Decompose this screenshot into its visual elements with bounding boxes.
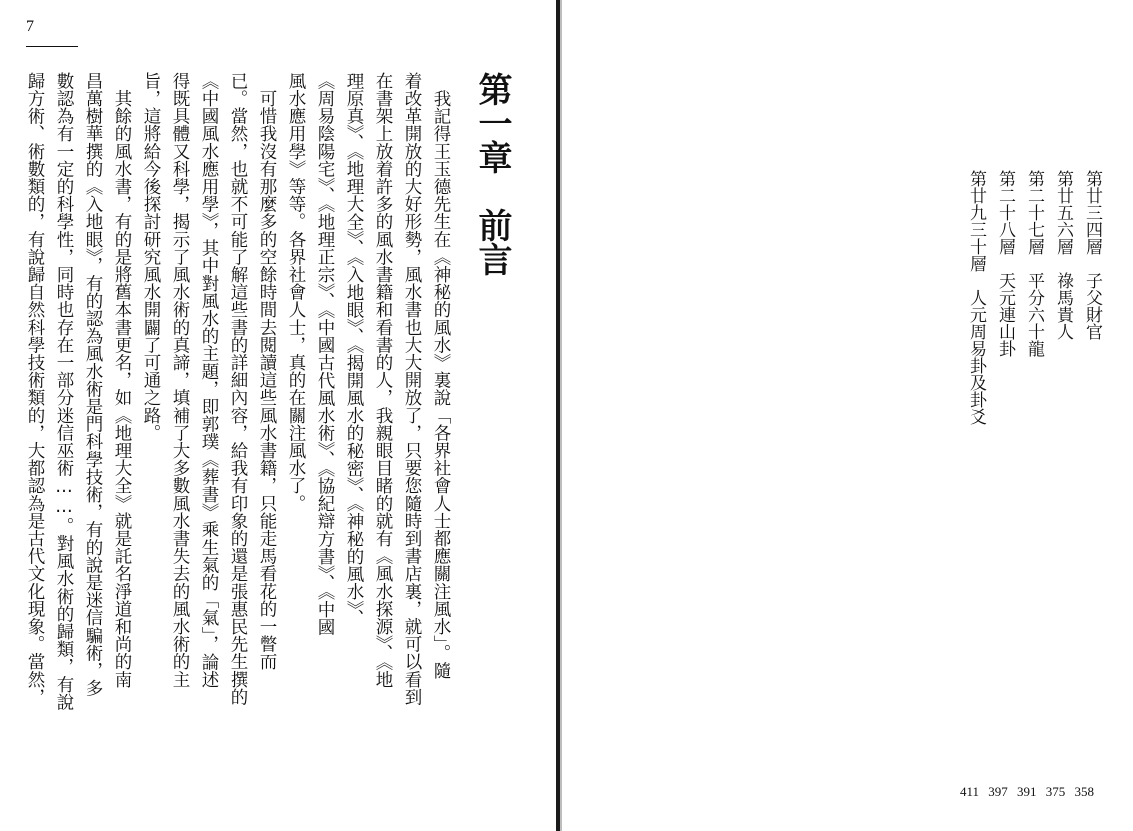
body-line: 旨，這將給今後探討研究風水開闢了可通之路。 — [141, 72, 161, 442]
toc-page-ref: 358 — [1074, 784, 1095, 799]
body-line: 在書架上放着許多的風水書籍和看書的人，我親眼目睹的就有《風水探源》、《地 — [373, 72, 393, 689]
page-number: 7 — [26, 18, 34, 35]
body-line: 《中國風水應用學》，其中對風水的主題，即郭璞《葬書》乘生氣的「氣」，論述 — [199, 72, 219, 689]
toc-page-ref: 375 — [1045, 784, 1066, 799]
toc-line: 第二十七層 平分六十龍 — [1024, 170, 1044, 357]
body-line: 理原真》、《地理大全》、《入地眼》、《揭開風水的秘密》、《神秘的風水》、 — [344, 72, 364, 627]
body-line: 風水應用學》等等。各界社會人士，真的在關注風水了。 — [286, 72, 306, 512]
body-line: 得既具體又科學，揭示了風水術的真諦，填補了大多數風水書失去的風水術的主 — [170, 72, 190, 688]
body-line: 我記得王玉德先生在《神秘的風水》裏說「各界社會人士都應關注風水」。隨 — [431, 72, 451, 680]
page-number-rule — [26, 46, 78, 47]
body-line: 昌萬樹華撰的《入地眼》，有的認為風水術是門科學技術，有的說是迷信騙術，多 — [83, 72, 103, 697]
body-line: 歸方術、術數類的，有說歸自然科學技術類的，大都認為是古代文化現象。當然， — [25, 72, 45, 706]
toc-line: 第二十八層 天元連山卦 — [995, 170, 1015, 357]
toc-page-ref: 411 — [960, 784, 980, 799]
body-line: 其餘的風水書，有的是將舊本書更名，如《地理大全》就是託名淨道和尚的南 — [112, 72, 132, 688]
body-line: 着改革開放的大好形勢，風水書也大大開放了，只要您隨時到書店裏，就可以看到 — [402, 72, 422, 706]
body-line: 數認為有一定的科學性，同時也存在一部分迷信巫術……。對風水術的歸類，有說 — [54, 72, 74, 711]
toc-page-ref: 391 — [1017, 784, 1037, 799]
right-page — [562, 0, 1133, 831]
toc-line: 第廿三四層 子父財官 — [1082, 170, 1102, 340]
left-page — [0, 0, 560, 831]
toc-page-references — [960, 784, 1094, 800]
toc-line: 第廿九三十層 人元周易卦及卦爻 — [966, 170, 986, 425]
toc-line: 第廿五六層 祿馬貴人 — [1053, 170, 1073, 340]
body-line: 可惜我沒有那麼多的空餘時間去閱讀這些風水書籍，只能走馬看花的一瞥而 — [257, 72, 277, 671]
chapter-title: 第一章 前言 — [472, 72, 512, 276]
body-line: 已。當然，也就不可能了解這些書的詳細內容，給我有印象的還是張惠民先生撰的 — [228, 72, 248, 706]
toc-page-ref: 397 — [988, 784, 1008, 799]
body-line: 《周易陰陽宅》、《地理正宗》、《中國古代風水術》、《協紀辯方書》、《中國 — [315, 72, 335, 636]
